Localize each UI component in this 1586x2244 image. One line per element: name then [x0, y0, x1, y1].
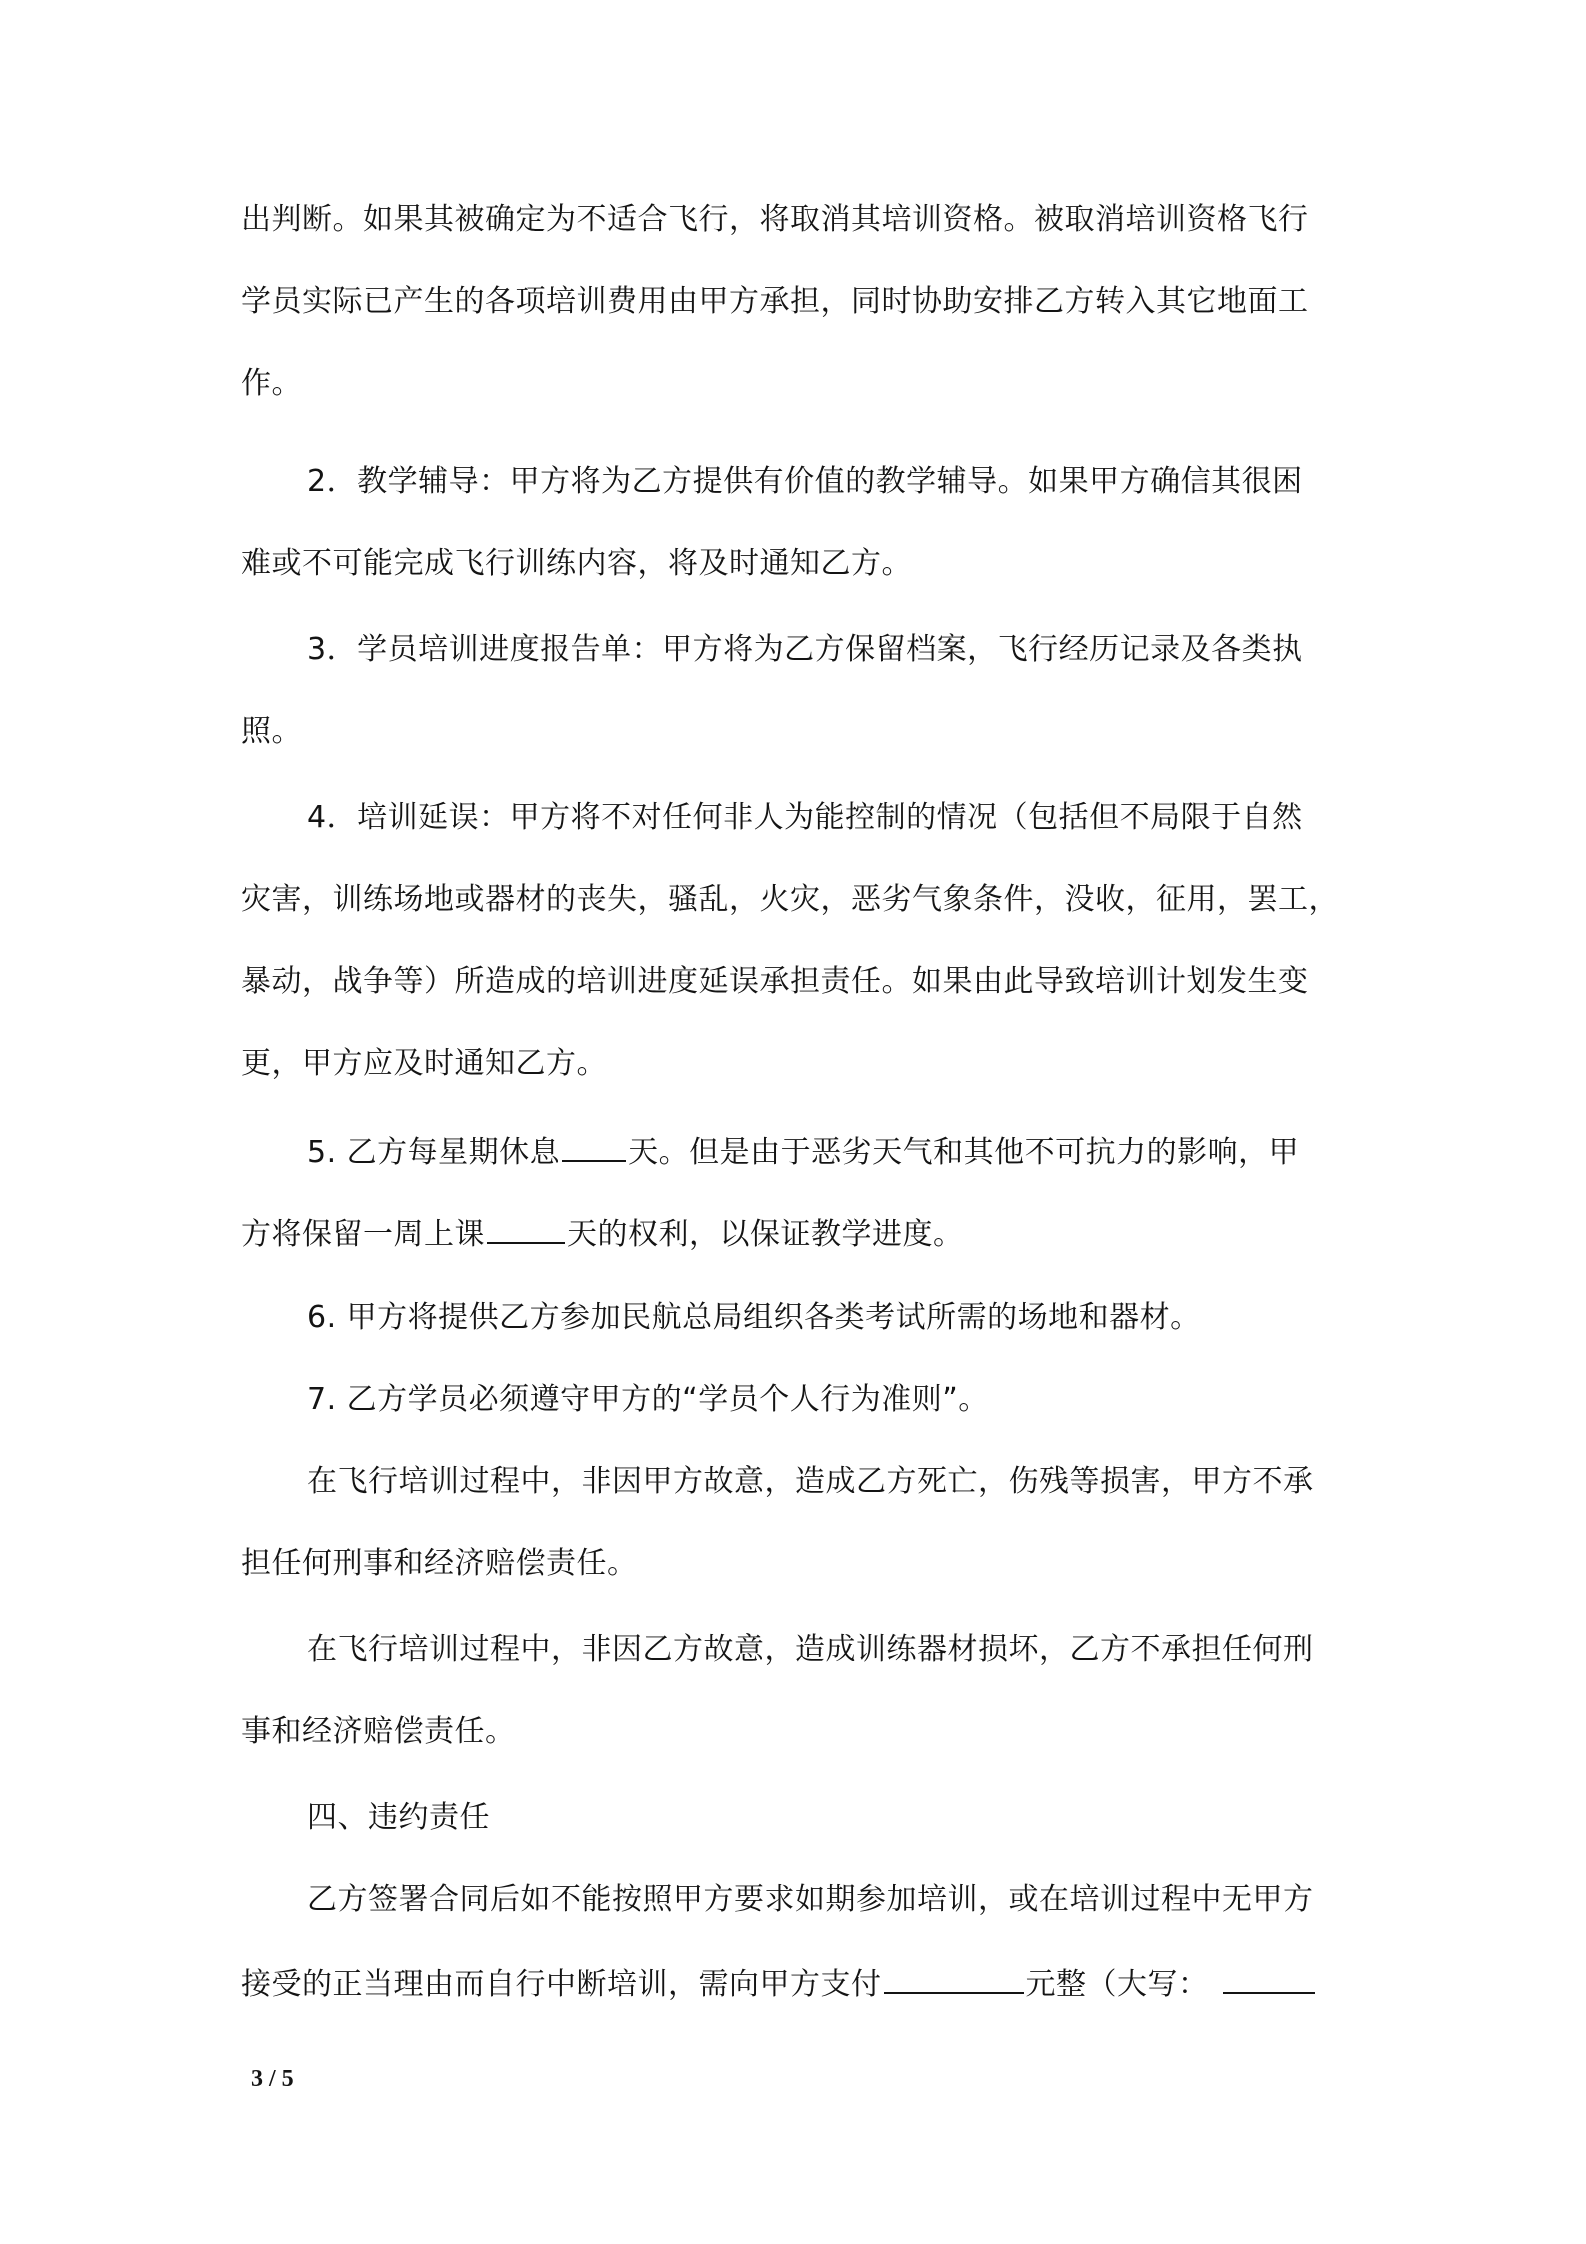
penalty-amount-words-blank[interactable] — [1223, 1962, 1315, 1994]
section-heading: 四、违约责任 — [307, 1800, 490, 1835]
item-6-line: 6. 甲方将提供乙方参加民航总局组织各类考试所需的场地和器材。 — [307, 1300, 1201, 1335]
section-4-text-a: 接受的正当理由而自行中断培训，需向甲方支付 — [241, 1967, 882, 2002]
item-2-line: 2．教学辅导：甲方将为乙方提供有价值的教学辅导。如果甲方确信其很困 — [307, 464, 1303, 499]
item-5-text-d: 天的权利，以保证教学进度。 — [567, 1217, 964, 1252]
item-2-line: 难或不可能完成飞行训练内容，将及时通知乙方。 — [241, 546, 912, 581]
item-3-line: 3．学员培训进度报告单：甲方将为乙方保留档案，飞行经历记录及各类执 — [307, 632, 1303, 667]
page-number: 3 / 5 — [251, 2066, 294, 2092]
clause-death-line: 担任何刑事和经济赔偿责任。 — [241, 1546, 638, 1581]
item-5-line — [307, 1130, 1299, 1173]
paragraph-line: 出判断。如果其被确定为不适合飞行，将取消其培训资格。被取消培训资格飞行 — [241, 202, 1309, 237]
penalty-amount-blank[interactable] — [884, 1962, 1024, 1994]
clause-death-line: 在飞行培训过程中，非因甲方故意，造成乙方死亡，伤残等损害，甲方不承 — [307, 1464, 1314, 1499]
item-4-line: 灾害，训练场地或器材的丧失，骚乱，火灾，恶劣气象条件，没收，征用，罢工， — [241, 882, 1339, 917]
item-5-text-a: 5. 乙方每星期休息 — [307, 1135, 561, 1170]
item-7-line: 7. 乙方学员必须遵守甲方的“学员个人行为准则”。 — [307, 1382, 989, 1417]
item-5-text-c: 方将保留一周上课 — [241, 1217, 485, 1252]
paragraph-line: 学员实际已产生的各项培训费用由甲方承担，同时协助安排乙方转入其它地面工 — [241, 284, 1309, 319]
clause-equipment-line: 事和经济赔偿责任。 — [241, 1714, 516, 1749]
clause-equipment-line: 在飞行培训过程中，非因乙方故意，造成训练器材损坏，乙方不承担任何刑 — [307, 1632, 1314, 1667]
section-4-text-b: 元整（大写： — [1025, 1967, 1209, 2002]
item-5-line — [241, 1212, 964, 1255]
item-5-text-b: 天。但是由于恶劣天气和其他不可抗力的影响，甲 — [628, 1135, 1300, 1170]
item-4-line: 更，甲方应及时通知乙方。 — [241, 1046, 607, 1081]
paragraph-line: 作。 — [241, 366, 302, 401]
section-4-line — [241, 1962, 1317, 2005]
item-4-line: 4．培训延误：甲方将不对任何非人为能控制的情况（包括但不局限于自然 — [307, 800, 1303, 835]
class-days-blank[interactable] — [487, 1212, 565, 1244]
item-3-line: 照。 — [241, 714, 302, 749]
rest-days-blank[interactable] — [562, 1130, 626, 1162]
section-4-line: 乙方签署合同后如不能按照甲方要求如期参加培训，或在培训过程中无甲方 — [307, 1882, 1314, 1917]
item-4-line: 暴动，战争等）所造成的培训进度延误承担责任。如果由此导致培训计划发生变 — [241, 964, 1309, 999]
